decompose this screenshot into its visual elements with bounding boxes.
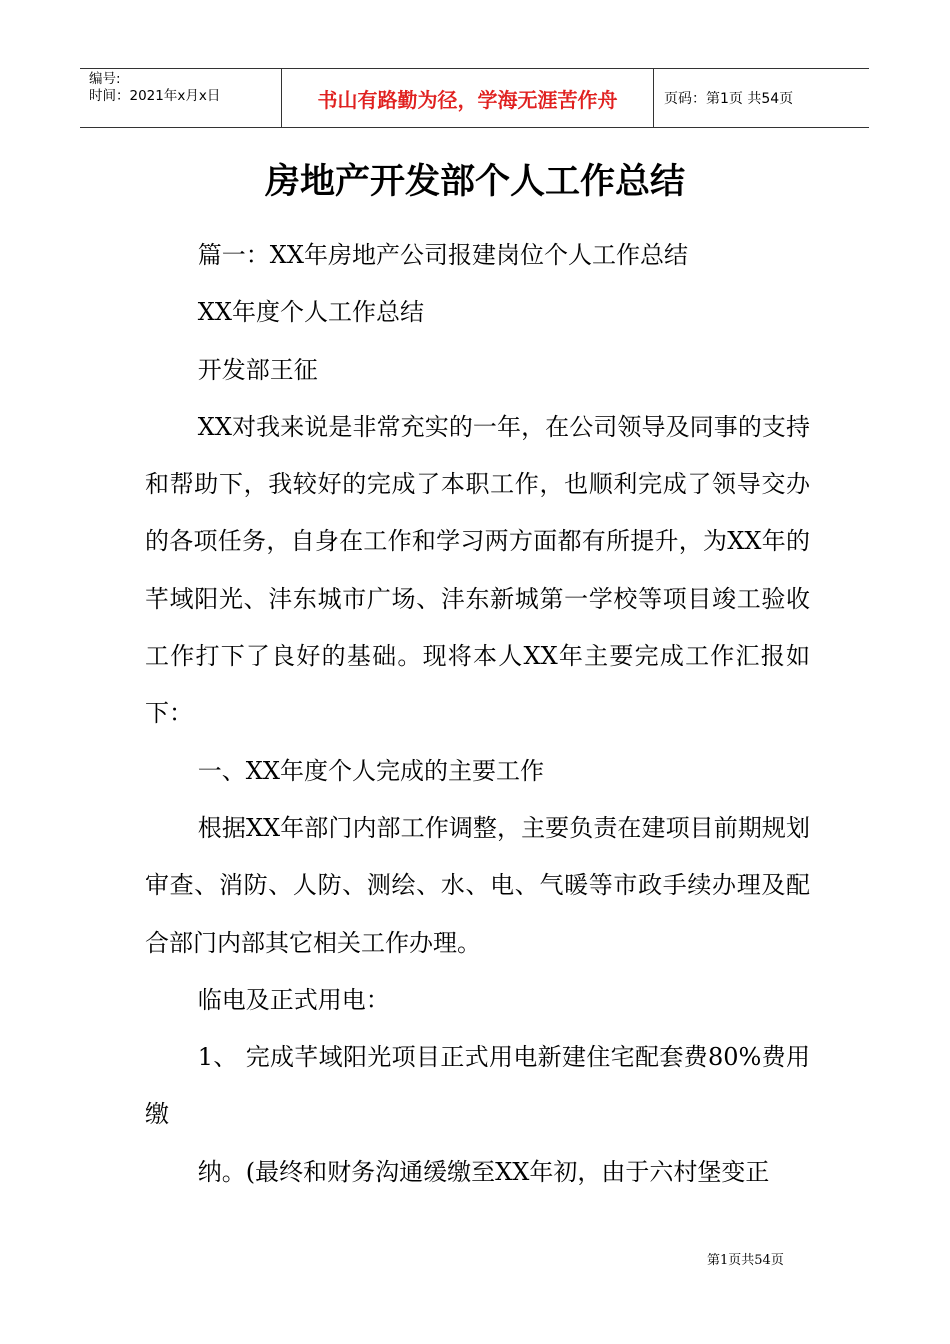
paragraph: XX对我来说是非常充实的一年，在公司领导及同事的支持和帮助下，我较好的完成了本职工作，也顺利完成了领导交办的各项任务，自身在工作和学习两方面都有所提升，为XX年的芊域阳光、沣东城市广场、沣东新城第一学校等项目竣工验收工作打下了良好的基础。现将本人XX年主要完成工作汇报如下： bbox=[145, 412, 810, 728]
page-footer: 第1页共54页 bbox=[707, 1253, 784, 1268]
header-page-code: 页码：第1页 共54页 bbox=[664, 91, 794, 107]
document-body bbox=[145, 227, 810, 1201]
document-number-label: 编号: bbox=[89, 71, 121, 87]
paragraph: 开发部王征 bbox=[197, 355, 318, 384]
paragraph: 纳。(最终和财务沟通缓缴至XX年初，由于六村堡变正 bbox=[197, 1157, 770, 1186]
paragraph: 一、XX年度个人完成的主要工作 bbox=[197, 756, 544, 785]
document-time-label: 时间：2021年x月x日 bbox=[89, 88, 221, 104]
document-title: 房地产开发部个人工作总结 bbox=[264, 162, 685, 202]
document-header bbox=[80, 68, 869, 128]
header-motto: 书山有路勤为径，学海无涯苦作舟 bbox=[281, 69, 654, 127]
paragraph: 临电及正式用电： bbox=[197, 985, 390, 1014]
paragraph: 1、 完成芊域阳光项目正式用电新建住宅配套费80%费用缴 bbox=[145, 1043, 810, 1129]
header-meta bbox=[80, 69, 281, 127]
paragraph: 根据XX年部门内部工作调整，主要负责在建项目前期规划审查、消防、人防、测绘、水、电、气暖等市政手续办理及配合部门内部其它相关工作办理。 bbox=[145, 813, 810, 957]
paragraph: XX年度个人工作总结 bbox=[197, 298, 424, 327]
paragraph: 篇一：XX年房地产公司报建岗位个人工作总结 bbox=[197, 241, 688, 269]
